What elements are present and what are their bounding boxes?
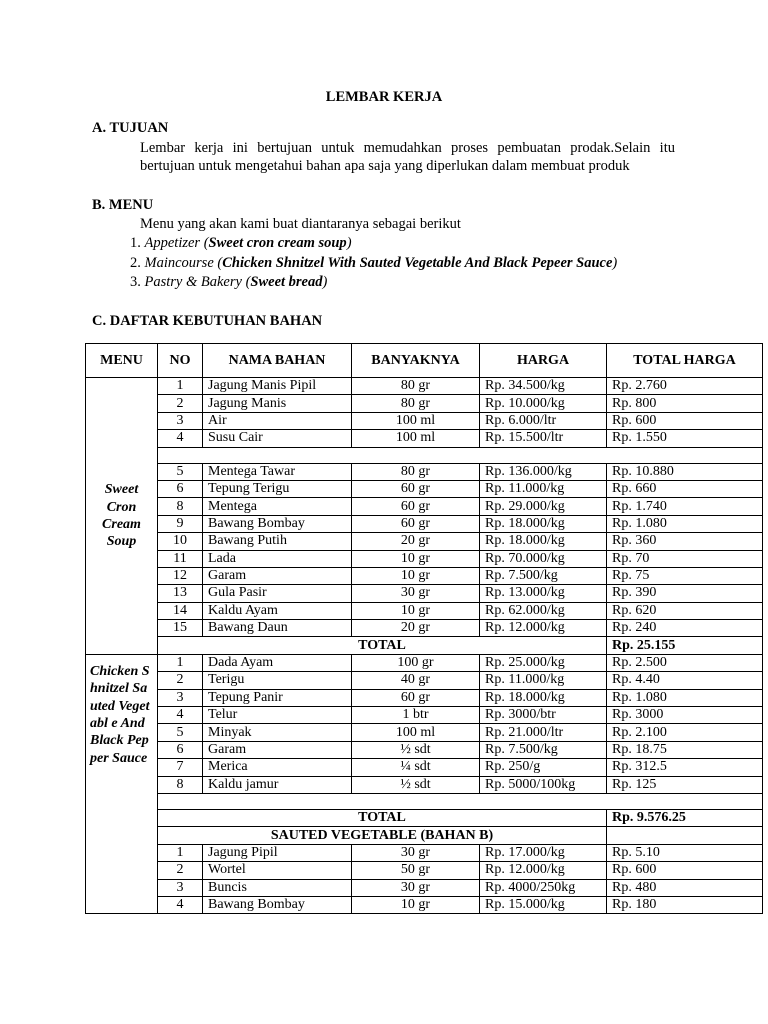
- row-harga: Rp. 10.000/kg: [480, 395, 607, 412]
- menu-item-label: Appetizer (: [144, 235, 209, 251]
- row-total-harga: Rp. 4.40: [607, 672, 763, 689]
- table-row: [86, 759, 763, 776]
- menu-item-close: ): [322, 274, 328, 290]
- section-a-heading: A. TUJUAN: [92, 120, 169, 136]
- row-banyaknya: 30 gr: [352, 585, 480, 602]
- menu-item-name: Chicken Shnitzel With Sauted Vegetable And Black Pepeer Sauce: [222, 255, 613, 271]
- row-banyaknya: 100 ml: [352, 430, 480, 447]
- row-harga: Rp. 6.000/ltr: [480, 412, 607, 429]
- row-no: 4: [158, 896, 203, 913]
- row-no: 4: [158, 430, 203, 447]
- row-no: 2: [158, 862, 203, 879]
- row-nama-bahan: Bawang Daun: [203, 620, 352, 637]
- table-row: [86, 896, 763, 913]
- row-nama-bahan: Merica: [203, 759, 352, 776]
- row-total-harga: Rp. 1.080: [607, 689, 763, 706]
- row-nama-bahan: Bawang Putih: [203, 533, 352, 550]
- total-label: TOTAL: [158, 809, 607, 826]
- row-harga: Rp. 11.000/kg: [480, 480, 607, 497]
- row-nama-bahan: Buncis: [203, 879, 352, 896]
- table-row: [86, 707, 763, 724]
- menu-chicken-shnitzel: [86, 654, 158, 913]
- row-banyaknya: 10 gr: [352, 602, 480, 619]
- row-total-harga: Rp. 360: [607, 533, 763, 550]
- row-total-harga: Rp. 390: [607, 585, 763, 602]
- menu-item-3: [130, 273, 327, 291]
- row-total-harga: Rp. 2.500: [607, 654, 763, 671]
- menu-label: Chicken Shnitzel Sauted Vegetabl e And Black Pepper Sauce: [90, 663, 150, 766]
- row-nama-bahan: Telur: [203, 707, 352, 724]
- row-banyaknya: 1 btr: [352, 707, 480, 724]
- header-menu: MENU: [86, 344, 158, 378]
- table-row: [86, 724, 763, 741]
- row-harga: Rp. 21.000/ltr: [480, 724, 607, 741]
- row-harga: Rp. 11.000/kg: [480, 672, 607, 689]
- row-no: 15: [158, 620, 203, 637]
- row-total-harga: Rp. 1.080: [607, 515, 763, 532]
- row-no: 3: [158, 689, 203, 706]
- row-no: 5: [158, 463, 203, 480]
- row-banyaknya: 60 gr: [352, 480, 480, 497]
- row-no: 10: [158, 533, 203, 550]
- row-nama-bahan: Susu Cair: [203, 430, 352, 447]
- row-nama-bahan: Air: [203, 412, 352, 429]
- row-banyaknya: 80 gr: [352, 378, 480, 395]
- menu-item-label: Pastry & Bakery (: [144, 274, 251, 290]
- table-gap-row: [86, 793, 763, 809]
- row-no: 2: [158, 395, 203, 412]
- spacer-cell: [158, 447, 763, 463]
- row-harga: Rp. 5000/100kg: [480, 776, 607, 793]
- row-no: 1: [158, 378, 203, 395]
- row-nama-bahan: Jagung Manis Pipil: [203, 378, 352, 395]
- row-banyaknya: 100 ml: [352, 412, 480, 429]
- menu-item-number: 2.: [130, 255, 141, 271]
- row-harga: Rp. 18.000/kg: [480, 515, 607, 532]
- row-total-harga: Rp. 75: [607, 567, 763, 584]
- row-banyaknya: 30 gr: [352, 844, 480, 861]
- table-row: [86, 741, 763, 758]
- row-nama-bahan: Mentega: [203, 498, 352, 515]
- row-no: 5: [158, 724, 203, 741]
- table-header-row: [86, 344, 763, 378]
- table-gap-row: [86, 447, 763, 463]
- menu-item-number: 3.: [130, 274, 141, 290]
- table-row: [86, 533, 763, 550]
- row-harga: Rp. 250/g: [480, 759, 607, 776]
- table-row: [86, 498, 763, 515]
- row-total-harga: Rp. 5.10: [607, 844, 763, 861]
- row-total-harga: Rp. 125: [607, 776, 763, 793]
- row-harga: Rp. 15.000/kg: [480, 896, 607, 913]
- row-banyaknya: 10 gr: [352, 567, 480, 584]
- table-row: [86, 378, 763, 395]
- row-no: 14: [158, 602, 203, 619]
- table-row: [86, 654, 763, 671]
- row-harga: Rp. 70.000/kg: [480, 550, 607, 567]
- row-nama-bahan: Dada Ayam: [203, 654, 352, 671]
- row-total-harga: Rp. 180: [607, 896, 763, 913]
- menu-sweet-cron-cream-soup: [86, 378, 158, 655]
- row-no: 6: [158, 741, 203, 758]
- row-harga: Rp. 18.000/kg: [480, 533, 607, 550]
- row-banyaknya: 10 gr: [352, 896, 480, 913]
- row-nama-bahan: Tepung Panir: [203, 689, 352, 706]
- row-nama-bahan: Bawang Bombay: [203, 896, 352, 913]
- table-row: [86, 862, 763, 879]
- menu-item-close: ): [612, 255, 618, 271]
- menu-item-label: Maincourse (: [144, 255, 223, 271]
- row-banyaknya: ½ sdt: [352, 741, 480, 758]
- row-nama-bahan: Terigu: [203, 672, 352, 689]
- row-banyaknya: 80 gr: [352, 395, 480, 412]
- row-no: 1: [158, 844, 203, 861]
- row-total-harga: Rp. 1.740: [607, 498, 763, 515]
- row-total-harga: Rp. 660: [607, 480, 763, 497]
- row-total-harga: Rp. 70: [607, 550, 763, 567]
- menu-label: Sweet Cron Cream Soup: [102, 482, 141, 550]
- menu-intro: Menu yang akan kami buat diantaranya sebagai berikut: [140, 216, 461, 232]
- row-nama-bahan: Kaldu Ayam: [203, 602, 352, 619]
- ingredients-table: [85, 343, 763, 914]
- row-nama-bahan: Wortel: [203, 862, 352, 879]
- table-row: [86, 620, 763, 637]
- menu-item-close: ): [346, 235, 352, 251]
- row-banyaknya: ½ sdt: [352, 776, 480, 793]
- row-total-harga: Rp. 600: [607, 412, 763, 429]
- row-nama-bahan: Garam: [203, 741, 352, 758]
- row-harga: Rp. 62.000/kg: [480, 602, 607, 619]
- chicken-total-row: [86, 809, 763, 826]
- row-banyaknya: 30 gr: [352, 879, 480, 896]
- row-nama-bahan: Lada: [203, 550, 352, 567]
- table-row: [86, 515, 763, 532]
- row-banyaknya: 80 gr: [352, 463, 480, 480]
- menu-item-2: [130, 254, 617, 272]
- table-row: [86, 430, 763, 447]
- menu-item-number: 1.: [130, 235, 141, 251]
- row-total-harga: Rp. 620: [607, 602, 763, 619]
- row-banyaknya: 20 gr: [352, 533, 480, 550]
- header-total-harga: TOTAL HARGA: [607, 344, 763, 378]
- row-banyaknya: 100 ml: [352, 724, 480, 741]
- row-harga: Rp. 7.500/kg: [480, 741, 607, 758]
- table-row: [86, 689, 763, 706]
- table-row: [86, 480, 763, 497]
- row-no: 13: [158, 585, 203, 602]
- row-harga: Rp. 25.000/kg: [480, 654, 607, 671]
- row-harga: Rp. 12.000/kg: [480, 620, 607, 637]
- veg-heading-row: [86, 827, 763, 844]
- header-harga: HARGA: [480, 344, 607, 378]
- row-banyaknya: 60 gr: [352, 498, 480, 515]
- table-row: [86, 776, 763, 793]
- row-no: 11: [158, 550, 203, 567]
- row-harga: Rp. 3000/btr: [480, 707, 607, 724]
- row-total-harga: Rp. 2.100: [607, 724, 763, 741]
- table-row: [86, 567, 763, 584]
- row-nama-bahan: Jagung Manis: [203, 395, 352, 412]
- row-total-harga: Rp. 10.880: [607, 463, 763, 480]
- row-no: 1: [158, 654, 203, 671]
- section-c-heading: C. DAFTAR KEBUTUHAN BAHAN: [92, 313, 323, 329]
- section-b-heading: B. MENU: [92, 197, 154, 213]
- menu-item-name: Sweet cron cream soup: [208, 235, 347, 251]
- header-no: NO: [158, 344, 203, 378]
- row-harga: Rp. 34.500/kg: [480, 378, 607, 395]
- row-banyaknya: 20 gr: [352, 620, 480, 637]
- page-title: LEMBAR KERJA: [325, 89, 443, 105]
- row-nama-bahan: Gula Pasir: [203, 585, 352, 602]
- row-total-harga: Rp. 18.75: [607, 741, 763, 758]
- row-harga: Rp. 7.500/kg: [480, 567, 607, 584]
- row-nama-bahan: Kaldu jamur: [203, 776, 352, 793]
- row-harga: Rp. 13.000/kg: [480, 585, 607, 602]
- total-value: Rp. 9.576.25: [607, 809, 763, 826]
- tujuan-text-line1: Lembar kerja ini bertujuan untuk memudahkan proses pembuatan prodak.Selain itu: [140, 140, 675, 156]
- row-harga: Rp. 15.500/ltr: [480, 430, 607, 447]
- table-row: [86, 585, 763, 602]
- row-nama-bahan: Minyak: [203, 724, 352, 741]
- header-banyaknya: BANYAKNYA: [352, 344, 480, 378]
- row-harga: Rp. 18.000/kg: [480, 689, 607, 706]
- row-harga: Rp. 136.000/kg: [480, 463, 607, 480]
- row-no: 8: [158, 776, 203, 793]
- row-no: 6: [158, 480, 203, 497]
- table-row: [86, 602, 763, 619]
- row-total-harga: Rp. 800: [607, 395, 763, 412]
- row-harga: Rp. 12.000/kg: [480, 862, 607, 879]
- row-no: 3: [158, 879, 203, 896]
- table-row: [86, 412, 763, 429]
- row-total-harga: Rp. 3000: [607, 707, 763, 724]
- row-no: 4: [158, 707, 203, 724]
- table-row: [86, 844, 763, 861]
- row-banyaknya: 60 gr: [352, 515, 480, 532]
- veg-heading-blank: [607, 827, 763, 844]
- row-harga: Rp. 29.000/kg: [480, 498, 607, 515]
- table-row: [86, 672, 763, 689]
- table-row: [86, 550, 763, 567]
- row-banyaknya: 40 gr: [352, 672, 480, 689]
- veg-heading: SAUTED VEGETABLE (BAHAN B): [158, 827, 607, 844]
- row-no: 2: [158, 672, 203, 689]
- tujuan-text-line2: bertujuan untuk mengetahui bahan apa saja yang diperlukan dalam membuat produk: [140, 158, 630, 174]
- row-banyaknya: ¼ sdt: [352, 759, 480, 776]
- row-no: 12: [158, 567, 203, 584]
- row-total-harga: Rp. 480: [607, 879, 763, 896]
- row-nama-bahan: Bawang Bombay: [203, 515, 352, 532]
- total-label: TOTAL: [158, 637, 607, 654]
- row-total-harga: Rp. 312.5: [607, 759, 763, 776]
- row-nama-bahan: Garam: [203, 567, 352, 584]
- row-no: 3: [158, 412, 203, 429]
- spacer-cell: [158, 793, 763, 809]
- row-nama-bahan: Jagung Pipil: [203, 844, 352, 861]
- header-nama-bahan: NAMA BAHAN: [203, 344, 352, 378]
- total-value: Rp. 25.155: [607, 637, 763, 654]
- row-nama-bahan: Tepung Terigu: [203, 480, 352, 497]
- row-nama-bahan: Mentega Tawar: [203, 463, 352, 480]
- row-total-harga: Rp. 600: [607, 862, 763, 879]
- row-no: 9: [158, 515, 203, 532]
- row-banyaknya: 60 gr: [352, 689, 480, 706]
- row-total-harga: Rp. 240: [607, 620, 763, 637]
- soup-total-row: [86, 637, 763, 654]
- row-banyaknya: 50 gr: [352, 862, 480, 879]
- row-no: 8: [158, 498, 203, 515]
- table-row: [86, 879, 763, 896]
- table-row: [86, 463, 763, 480]
- row-banyaknya: 10 gr: [352, 550, 480, 567]
- row-harga: Rp. 17.000/kg: [480, 844, 607, 861]
- row-total-harga: Rp. 2.760: [607, 378, 763, 395]
- menu-item-1: [130, 234, 352, 252]
- row-no: 7: [158, 759, 203, 776]
- menu-item-name: Sweet bread: [250, 274, 323, 290]
- row-total-harga: Rp. 1.550: [607, 430, 763, 447]
- table-row: [86, 395, 763, 412]
- row-banyaknya: 100 gr: [352, 654, 480, 671]
- row-harga: Rp. 4000/250kg: [480, 879, 607, 896]
